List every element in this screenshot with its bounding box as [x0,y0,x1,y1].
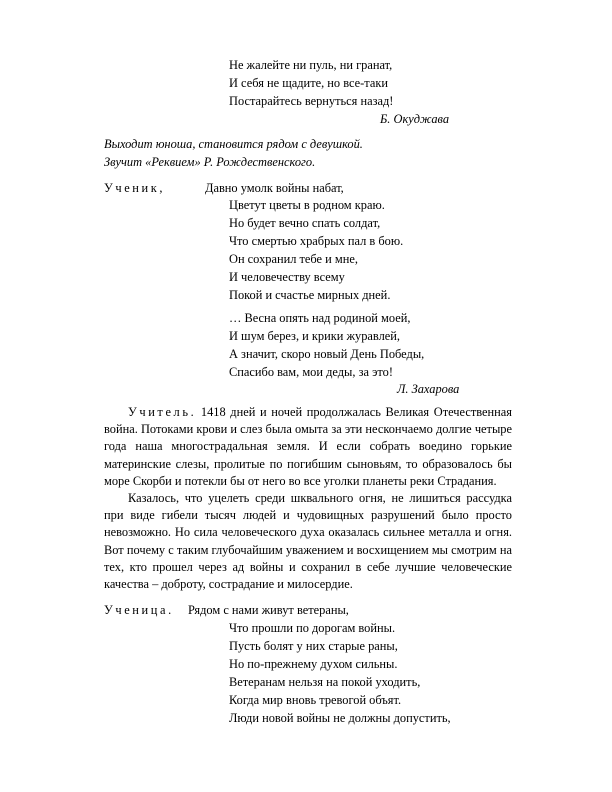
student-first-line: Давно умолк войны набат, [205,181,344,195]
stage-direction-line-2: Звучит «Реквием» Р. Рождественского. [104,155,316,169]
speaker-teacher: Учитель. [128,405,197,419]
student-line-8: И шум берез, и крики журавлей, [229,329,401,343]
poem1-line-1: Не жалейте ни пуль, ни гранат, [229,58,393,72]
poem1-line-3: Постарайтесь вернуться назад! [229,94,394,108]
teacher-paragraph-2: Казалось, что уцелеть среди шквального огня, не лишиться рассудка при виде гибели тысяч людей и чудовищных разрушений было просто невозможно. Но сила человеческого духа оказалась сильнее металла и огня. Вот почему с таким глубочайшим уважением и восхищением мы смотрим на тех, кто прошел через ад войны и сохранил в себе лучшие человеческие качества – доброту, сострадание и милосердие. [104,491,512,592]
student-line-5: И человечеству всему [229,270,345,284]
student-author: Л. Захарова [397,382,460,396]
teacher-paragraphs [104,404,512,593]
student-female-line-6: Люди новой войны не должны допустить, [229,711,451,725]
speaker-student-female: Ученица. [104,603,174,617]
student-line-10: Спасибо вам, мои деды, за это! [229,365,393,379]
teacher-paragraph-1-text: 1418 дней и ночей продолжалась Великая Отечественная война. Потоками крови и слез была омыта за эти нескончаемо долгие четыре года наша многострадальная земля. И если собрать воедино горькие материнские слезы, пролитые по погибшим сыновьям, то образовалось бы море Скорби и потекли бы от него во все уголки планеты реки Страдания. [104,405,512,488]
student-line-9: А значит, скоро новый День Победы, [229,347,425,361]
student-female-line-4: Ветеранам нельзя на покой уходить, [229,675,421,689]
student-line-4: Он сохранил тебе и мне, [229,252,358,266]
student-female-line-5: Когда мир вновь тревогой объят. [229,693,402,707]
student-female-line-2: Пусть болят у них старые раны, [229,639,398,653]
student-line-6: Покой и счастье мирных дней. [229,288,391,302]
student-line-7: … Весна опять над родиной моей, [229,311,411,325]
student-line-2: Но будет вечно спать солдат, [229,216,381,230]
stage-direction-line-1: Выходит юноша, становится рядом с девушкой. [104,137,363,151]
student-line-3: Что смертью храбрых пал в бою. [229,234,404,248]
speaker-student: Ученик, [104,181,166,195]
student-female-line-3: Но по-прежнему духом сильны. [229,657,398,671]
poem1-line-2: И себя не щадите, но все-таки [229,76,388,90]
student-female-line-1: Что прошли по дорогам войны. [229,621,396,635]
student-line-1: Цветут цветы в родном краю. [229,198,385,212]
student-female-first-line: Рядом с нами живут ветераны, [188,603,349,617]
poem1-author: Б. Окуджава [380,112,450,126]
teacher-paragraph-1 [104,404,512,490]
